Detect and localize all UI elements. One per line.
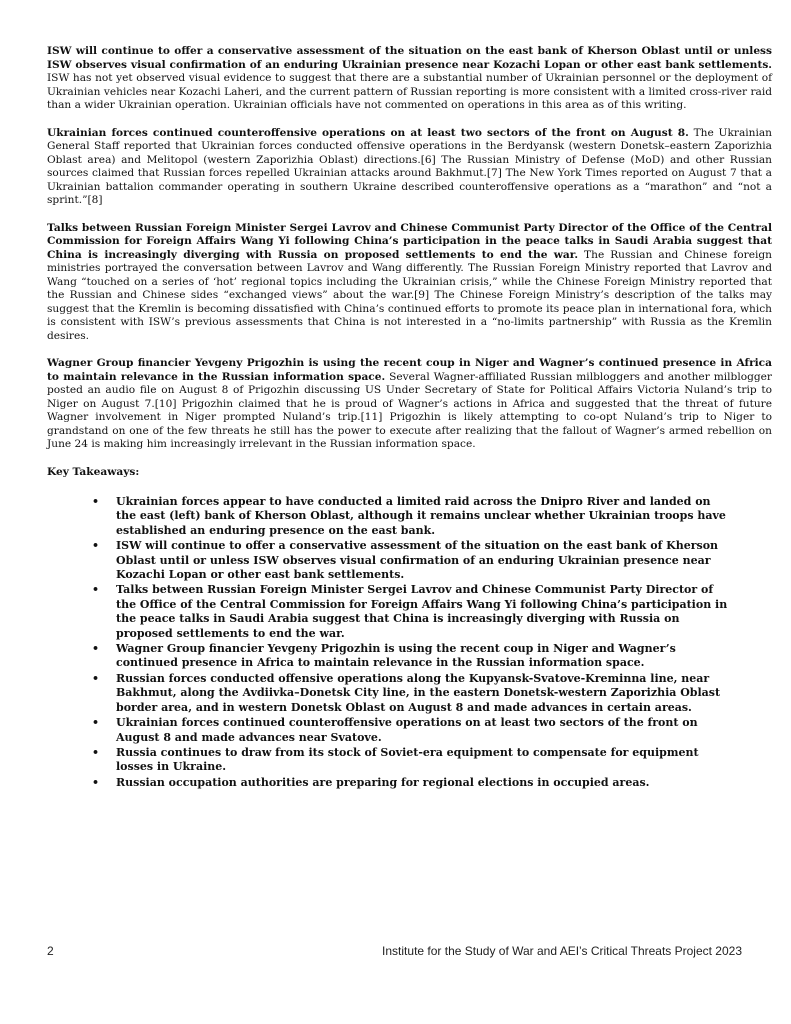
paragraph-lead: ISW will continue to offer a conservative assessment of the situation on the east bank of Kherson Oblast until or unless ISW observes visual confirmation of an enduring Ukrainian presence near Kozachi Lopan or other east bank settlements. xyxy=(47,45,772,71)
list-item xyxy=(47,495,772,538)
page-number: 2 xyxy=(47,944,54,958)
list-item-text: Wagner Group financier Yevgeny Prigozhin is using the recent coup in Niger and Wagner’s continued presence in Africa to maintain relevance in the Russian information space. xyxy=(116,642,676,670)
list-item xyxy=(47,746,772,775)
page-content xyxy=(47,45,772,791)
list-item xyxy=(47,583,772,641)
paragraph-lead: Ukrainian forces continued counteroffensive operations on at least two sectors of the front on August 8. xyxy=(47,126,689,139)
list-item xyxy=(47,672,772,715)
list-item xyxy=(47,642,772,671)
bullet-icon: • xyxy=(92,745,100,759)
footer-organization: Institute for the Study of War and AEI’s Critical Threats Project 2023 xyxy=(382,944,742,958)
list-item-text: Russian forces conducted offensive operations along the Kupyansk-Svatove-Kreminna line, near Bakhmut, along the Avdiivka–Donetsk City line, in the eastern Donetsk-western Zaporizhia Oblast border area, and in western Donetsk Oblast on August 8 and made advances in certain areas. xyxy=(116,671,721,714)
paragraph-kherson xyxy=(47,45,772,113)
paragraph-body: ISW has not yet observed visual evidence to suggest that there are a substantial number of Ukrainian personnel or the deployment of Ukrainian vehicles near Kozachi Laheri, and the current pattern of Russian reporting is more consistent with a limited cross-river raid than a wider Ukrainian operation. Ukrainian officials have not commented on operations in this area as of this writing. xyxy=(47,72,772,111)
paragraph-prigozhin xyxy=(47,357,772,452)
paragraph-lead: Talks between Russian Foreign Minister Sergei Lavrov and Chinese Communist Party Director of the Office of the Central Commission for Foreign Affairs Wang Yi following China’s participation in the peace talks in Saudi Arabia suggest that China is increasingly diverging with Russia on proposed settlements to end the war. xyxy=(47,221,772,261)
paragraph-china-talks xyxy=(47,222,772,344)
bullet-icon: • xyxy=(92,495,100,508)
page-footer xyxy=(47,944,742,960)
list-item xyxy=(47,776,772,790)
key-takeaways-heading: Key Takeaways: xyxy=(47,465,140,478)
list-item xyxy=(47,539,772,582)
list-item-text: Russia continues to draw from its stock of Soviet-era equipment to compensate for equipment losses in Ukraine. xyxy=(116,745,699,774)
paragraph-body: Several Wagner-affiliated Russian milbloggers and another milblogger posted an audio file on August 8 of Prigozhin discussing US Under Secretary of State for Political Affairs Victoria Nuland’s trip to Niger on August 7.[10] Prigozhin claimed that he is proud of Wagner’s actions in Africa and suggested that the threat of future Wagner involvement in Niger prompted Nuland’s trip.[11] Prigozhin is likely attempting to co-opt Nuland’s trip to Niger to grandstand on one of the few threats he still has the power to execute after realizing that the fallout of Wagner’s armed rebellion on June 24 is making him increasingly irrelevant in the Russian information space. xyxy=(47,370,772,450)
bullet-icon: • xyxy=(92,775,100,789)
list-item-text: Talks between Russian Foreign Minister Sergei Lavrov and Chinese Communist Party Director of the Office of the Central Commission for Foreign Affairs Wang Yi following China’s participation in the peace talks in Saudi Arabia suggest that China is increasingly diverging with Russia on proposed settlements to end the war. xyxy=(116,583,728,640)
list-item-text: Ukrainian forces appear to have conducted a limited raid across the Dnipro River and landed on the east (left) bank of Kherson Oblast, although it remains unclear whether Ukrainian troops have established an enduring presence on the east bank. xyxy=(116,495,726,537)
paragraph-lead: Wagner Group financier Yevgeny Prigozhin is using the recent coup in Niger and Wagner’s continued presence in Africa to maintain relevance in the Russian information space. xyxy=(47,357,772,383)
list-item xyxy=(47,716,772,745)
key-takeaways-list xyxy=(47,495,772,790)
bullet-icon: • xyxy=(92,716,100,730)
paragraph-body: The Ukrainian General Staff reported that Ukrainian forces conducted offensive operations in the Berdyansk (western Donetsk–eastern Zaporizhia Oblast area) and Melitopol (western Zaporizhia Oblast) directions.[6] The Russian Ministry of Defense (MoD) and other Russian sources claimed that Russian forces repelled Ukrainian attacks around Bakhmut.[7] The New York Times reported on August 7 that a Ukrainian battalion commander operating in southern Ukraine described counteroffensive operations as a “marathon” and “not a sprint.”[8] xyxy=(47,126,772,206)
bullet-icon: • xyxy=(92,583,100,597)
paragraph-body: The Russian and Chinese foreign ministries portrayed the conversation between Lavrov and Wang differently. The Russian Foreign Ministry reported that Lavrov and Wang “touched on a series of ‘hot’ regional topics including the Ukrainian crisis,” while the Chinese Foreign Ministry reported that the Russian and Chinese sides “exchanged views” about the war.[9] The Chinese Foreign Ministry’s description of the talks may suggest that the Kremlin is becoming dissatisfied with China’s continued efforts to promote its peace plan in international fora, which is consistent with ISW’s previous assessments that China is not interested in a “no-limits partnership” with Russia as the Kremlin desires. xyxy=(47,248,772,342)
bullet-icon: • xyxy=(92,539,100,553)
bullet-icon: • xyxy=(92,642,100,656)
bullet-icon: • xyxy=(92,671,100,685)
paragraph-counteroffensive xyxy=(47,127,772,208)
list-item-text: Ukrainian forces continued counteroffensive operations on at least two sectors of the front on August 8 and made advances near Svatove. xyxy=(116,716,698,744)
list-item-text: Russian occupation authorities are preparing for regional elections in occupied areas. xyxy=(116,775,650,789)
list-item-text: ISW will continue to offer a conservative assessment of the situation on the east bank of Kherson Oblast until or unless ISW observes visual confirmation of an enduring Ukrainian presence near Kozachi Lopan or other east bank settlements. xyxy=(116,539,719,582)
